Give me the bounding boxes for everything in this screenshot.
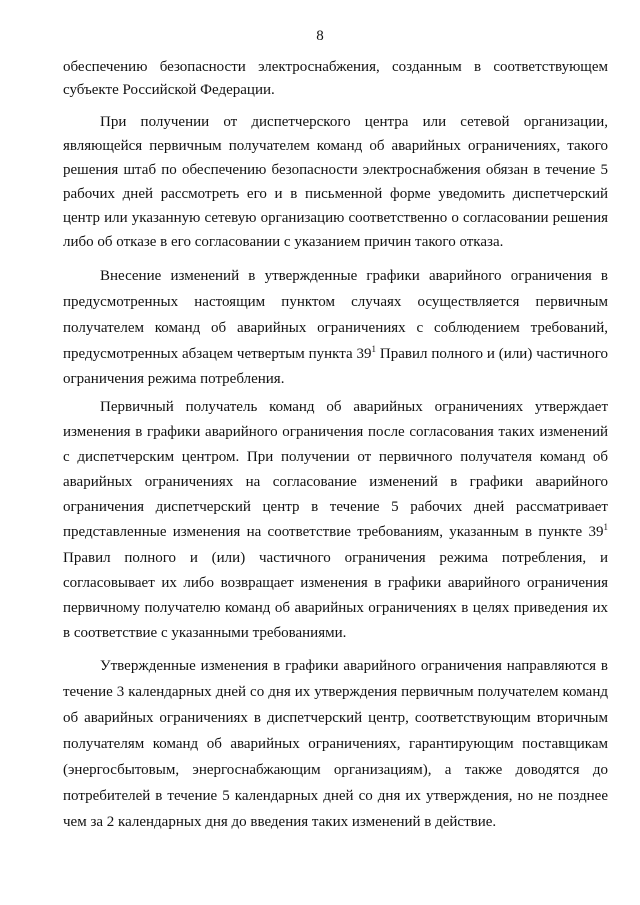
text-line: субъекте Российской Федерации. bbox=[63, 82, 275, 98]
text-line: Внесение изменений в утвержденные графики аварийного ограничения в bbox=[100, 268, 608, 284]
text-line: с диспетчерским центром. При получении от первичного получателя команд об bbox=[63, 449, 608, 465]
text-line: либо об отказе в его согласовании с указанием причин такого отказа. bbox=[63, 234, 504, 250]
text-line-with-superscript bbox=[63, 522, 608, 542]
text-line: обеспечению безопасности электроснабжения, созданным в соответствующем bbox=[63, 59, 608, 75]
text-line: рабочих дней рассмотреть его и в письменной форме уведомить диспетчерский bbox=[63, 186, 608, 202]
text-line: течение 3 календарных дней со дня их утверждения первичным получателем команд bbox=[63, 684, 608, 700]
text-line: согласовывает их либо возвращает изменения в графики аварийного ограничения bbox=[63, 575, 608, 591]
text-line: являющейся первичным получателем команд об аварийных ограничениях, такого bbox=[63, 138, 608, 154]
text-line: чем за 2 календарных дня до введения таких изменений в действие. bbox=[63, 814, 497, 830]
text-line: Правил полного и (или) частичного ограничения режима потребления, и bbox=[63, 550, 608, 566]
text-fragment: предусмотренных абзацем четвертым пункта 39 bbox=[63, 346, 372, 362]
text-line-with-superscript bbox=[63, 344, 608, 364]
text-line: (энергосбытовым, энергоснабжающим организациям), а также доводятся до bbox=[63, 762, 608, 778]
text-line: При получении от диспетчерского центра или сетевой организации, bbox=[100, 114, 608, 130]
text-line: Утвержденные изменения в графики аварийного ограничения направляются в bbox=[100, 658, 608, 674]
text-line: ограничения режима потребления. bbox=[63, 371, 285, 387]
text-line: потребителей в течение 5 календарных дней со дня их утверждения, но не позднее bbox=[63, 788, 608, 804]
superscript: 1 bbox=[371, 344, 377, 354]
text-fragment: представленные изменения на соответствие требованиям, указанным в пункте 39 bbox=[63, 524, 604, 540]
text-line: центр или указанную сетевую организацию соответственно о согласовании решения bbox=[63, 210, 608, 226]
superscript: 1 bbox=[603, 522, 608, 532]
text-line: предусмотренных настоящим пунктом случаях осуществляется первичным bbox=[63, 294, 608, 310]
text-line: изменения в графики аварийного ограничения после согласования таких изменений bbox=[63, 424, 608, 440]
text-line: Первичный получатель команд об аварийных ограничениях утверждает bbox=[100, 399, 608, 415]
text-line: получателям команд об аварийных ограничениях, гарантирующим поставщикам bbox=[63, 736, 608, 752]
text-fragment: Правил полного и (или) частичного bbox=[376, 346, 608, 362]
text-line: об аварийных ограничениях в диспетчерский центр, соответствующим вторичным bbox=[63, 710, 608, 726]
page-number: 8 bbox=[316, 28, 324, 44]
text-line: получателем команд об аварийных ограничениях с соблюдением требований, bbox=[63, 320, 608, 336]
text-line: решения штаб по обеспечению безопасности электроснабжения обязан в течение 5 bbox=[63, 162, 608, 178]
text-line: аварийных ограничениях на согласование изменений в графики аварийного bbox=[63, 474, 608, 490]
text-line: ограничения диспетчерский центр в течение 5 рабочих дней рассматривает bbox=[63, 499, 608, 515]
text-line: в соответствие с указанными требованиями. bbox=[63, 625, 347, 641]
text-line: первичному получателю команд об аварийных ограничениях в целях приведения их bbox=[63, 600, 608, 616]
